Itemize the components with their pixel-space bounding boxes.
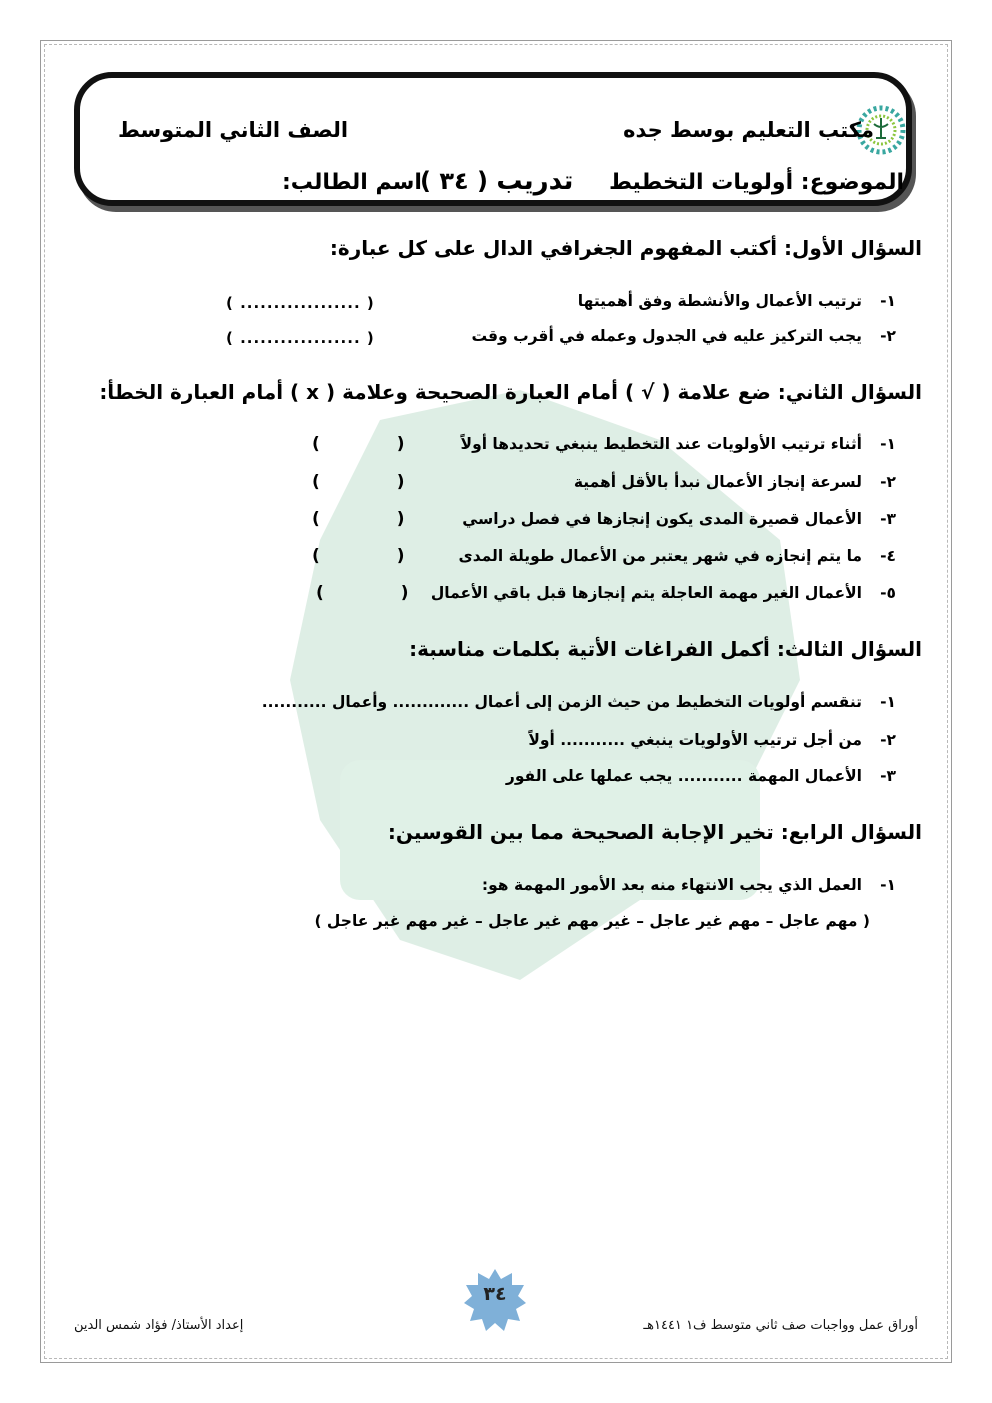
item-text: يجب التركيز عليه في الجدول وعمله في أقرب وقت (471, 327, 862, 345)
q4-item-1 (482, 876, 896, 894)
q1-answer-blank-1[interactable]: ( .................. ) (226, 294, 375, 312)
q2-answer-box-4[interactable]: ( ) (312, 546, 405, 566)
drill-title (420, 166, 573, 196)
footer-author: إعداد الأستاذ/ فؤاد شمس الدين (74, 1318, 244, 1333)
item-number: ٢- (880, 731, 896, 749)
item-number: ٤- (880, 547, 896, 565)
item-text: الأعمال قصيرة المدى يكون إنجازها في فصل دراسي (462, 510, 862, 528)
item-number: ٢- (880, 473, 896, 491)
footer-course-info: أوراق عمل وواجبات صف ثاني متوسط ف١ ١٤٤١هـ (643, 1318, 918, 1333)
item-text: تنقسم أولويات التخطيط من حيث الزمن إلى أعمال ............. وأعمال ........... (261, 693, 862, 711)
q2-item-3 (462, 510, 896, 528)
q2-item-4 (459, 547, 897, 565)
item-text: ترتيب الأعمال والأنشطة وفق أهميتها (577, 292, 862, 310)
drill-number: ( ٣٤ ) (420, 167, 488, 195)
item-number: ١- (880, 435, 896, 453)
page-number: ٣٤ (483, 1283, 507, 1305)
q2-heading: السؤال الثاني: ضع علامة ( √ ) أمام العبارة الصحيحة وعلامة ( x ) أمام العبارة الخطأ: (99, 380, 922, 404)
item-text: ما يتم إنجازه في شهر يعتبر من الأعمال طويلة المدى (458, 547, 862, 565)
grade-label: الصف الثاني المتوسط (118, 118, 349, 142)
item-number: ١- (880, 876, 896, 894)
q2-item-2 (574, 473, 896, 491)
item-number: ١- (880, 292, 896, 310)
q1-item-2 (471, 327, 896, 345)
q3-heading: السؤال الثالث: أكمل الفراغات الأتية بكلمات مناسبة: (409, 637, 922, 661)
item-number: ٣- (880, 510, 896, 528)
item-text: الأعمال الغير مهمة العاجلة يتم إنجازها قبل باقي الأعمال (430, 584, 862, 602)
q2-answer-box-2[interactable]: ( ) (312, 472, 405, 492)
education-office: مكتب التعليم بوسط جده (623, 118, 874, 142)
q2-answer-box-5[interactable]: ( ) (316, 583, 409, 603)
drill-label: تدريب (496, 166, 574, 196)
topic-label: الموضوع: أولويات التخطيط (608, 170, 904, 195)
item-number: ٣- (880, 767, 896, 785)
student-name-label: اسم الطالب: (282, 170, 422, 195)
q2-item-1 (461, 435, 896, 453)
item-number: ١- (880, 693, 896, 711)
q2-item-5 (431, 584, 896, 602)
q1-item-1 (578, 292, 896, 310)
item-text: لسرعة إنجاز الأعمال نبدأ بالأقل أهمية (573, 473, 862, 491)
item-text: أثناء ترتيب الأولويات عند التخطيط ينبغي تحديدها أولاً (460, 435, 862, 453)
q4-options[interactable]: ( مهم عاجل – مهم غير عاجل – غير مهم غير عاجل – غير مهم غير عاجل ) (314, 912, 870, 930)
q3-item-3[interactable] (506, 767, 896, 785)
q2-answer-box-1[interactable]: ( ) (312, 434, 405, 454)
item-text: العمل الذي يجب الانتهاء منه بعد الأمور المهمة هو: (481, 876, 862, 894)
q1-answer-blank-2[interactable]: ( .................. ) (226, 329, 375, 347)
q3-item-1[interactable] (262, 693, 896, 711)
item-number: ٥- (880, 584, 896, 602)
q2-answer-box-3[interactable]: ( ) (312, 509, 405, 529)
q3-item-2[interactable] (528, 731, 896, 749)
item-text: من أجل ترتيب الأولويات ينبغي ........... أولاً (528, 731, 862, 749)
q4-heading: السؤال الرابع: تخير الإجابة الصحيحة مما بين القوسين: (387, 820, 922, 844)
item-text: الأعمال المهمة ........... يجب عملها على الفور (505, 767, 862, 785)
q1-heading: السؤال الأول: أكتب المفهوم الجغرافي الدال على كل عبارة: (329, 236, 922, 260)
item-number: ٢- (880, 327, 896, 345)
